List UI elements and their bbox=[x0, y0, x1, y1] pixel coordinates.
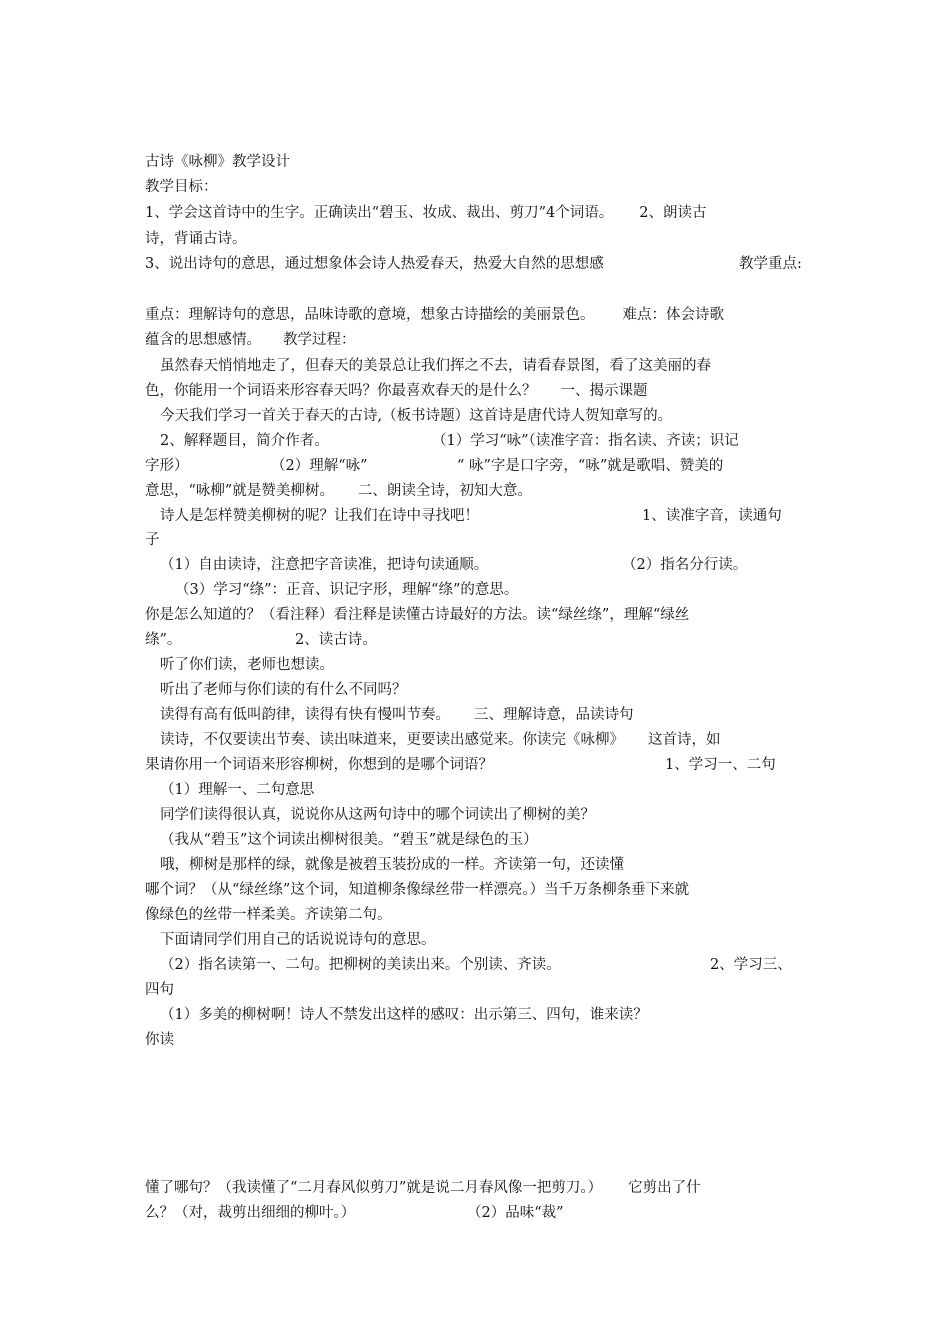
text-line bbox=[145, 481, 810, 501]
text-segment: 懂了哪句？（我读懂了“二月春风似剪刀”就是说二月春风像一把剪刀。） bbox=[145, 1180, 603, 1196]
text-line: 下面请同学们用自己的话说说诗句的意思。 bbox=[160, 932, 436, 948]
text-line bbox=[145, 1178, 810, 1198]
text-line bbox=[160, 555, 825, 575]
text-line: 今天我们学习一首关于春天的古诗,（板书诗题）这首诗是唐代诗人贺知章写的。 bbox=[160, 408, 673, 424]
text-segment: 1、学习一、二句 bbox=[665, 757, 776, 773]
text-segment: （1）自由读诗，注意把字音读准，把诗句读通顺。 bbox=[160, 557, 489, 573]
text-line: 子 bbox=[145, 532, 160, 548]
text-segment: 么？（对，裁剪出细细的柳叶。） bbox=[145, 1205, 356, 1221]
text-line: 四句 bbox=[145, 982, 174, 998]
text-segment: 读得有高有低叫韵律，读得有快有慢叫节奏。 bbox=[160, 707, 450, 723]
text-segment: 一、揭示课题 bbox=[560, 383, 648, 399]
text-segment: 它剪出了什 bbox=[628, 1180, 701, 1196]
text-line: （1）多美的柳树啊！诗人不禁发出这样的感叹：出示第三、四句，谁来读？ bbox=[160, 1007, 648, 1023]
text-segment: 2、学习三、 bbox=[710, 957, 792, 973]
text-segment: 果请你用一个词语来形容柳树，你想到的是哪个词语？ bbox=[145, 757, 493, 773]
text-line: 听出了老师与你们读的有什么不同吗？ bbox=[160, 682, 407, 698]
text-segment: 难点：体会诗歌 bbox=[622, 307, 724, 323]
text-line: 你读 bbox=[145, 1032, 174, 1048]
text-segment: （2）指名读第一、二句。把柳树的美读出来。个别读、齐读。 bbox=[160, 957, 561, 973]
text-line: 教学目标： bbox=[145, 179, 218, 195]
text-line bbox=[145, 330, 810, 350]
text-segment: 重点：理解诗句的意思，品味诗歌的意境，想象古诗描绘的美丽景色。 bbox=[145, 307, 595, 323]
text-segment: 色，你能用一个词语来形容春天吗？你最喜欢春天的是什么？ bbox=[145, 383, 537, 399]
text-line bbox=[160, 730, 825, 750]
text-line bbox=[145, 630, 810, 650]
text-segment: 字形） bbox=[145, 458, 189, 474]
text-line bbox=[145, 203, 810, 223]
text-line: （3）学习“绦”：正音、识记字形，理解“绦”的意思。 bbox=[175, 582, 519, 598]
document-title: 古诗《咏柳》教学设计 bbox=[145, 154, 290, 170]
text-line bbox=[160, 955, 825, 975]
text-segment: 教学重点: bbox=[739, 256, 802, 272]
text-line bbox=[160, 705, 825, 725]
text-segment: 读诗，不仅要读出节奏、读出味道来，更要读出感觉来。你读完《咏柳》 bbox=[160, 732, 624, 748]
text-segment: 这首诗，如 bbox=[648, 732, 721, 748]
text-segment: 2、朗读古 bbox=[639, 205, 707, 221]
text-segment: “ 咏”字是口字旁，“咏”就是歌唱、赞美的 bbox=[457, 458, 724, 474]
text-line: 哪个词？（从“绿丝绦”这个词，知道柳条像绿丝带一样漂亮。）当千万条柳条垂下来就 bbox=[145, 882, 690, 898]
text-segment: （2）理解“咏” bbox=[271, 458, 368, 474]
text-segment: 蕴含的思想感情。 bbox=[145, 332, 261, 348]
text-line bbox=[160, 431, 825, 451]
text-line bbox=[145, 254, 810, 274]
text-segment: （2）指名分行读。 bbox=[622, 557, 748, 573]
text-segment: 教学过程： bbox=[283, 332, 356, 348]
text-line: （1）理解一、二句意思 bbox=[160, 782, 315, 798]
text-line bbox=[145, 1203, 810, 1223]
text-segment: 意思，“咏柳”就是赞美柳树。 bbox=[145, 483, 334, 499]
text-line bbox=[145, 456, 810, 476]
text-line: 虽然春天悄悄地走了，但春天的美景总让我们挥之不去，请看春景图，看了这美丽的春 bbox=[160, 358, 711, 374]
text-segment: 诗人是怎样赞美柳树的呢？让我们在诗中寻找吧！ bbox=[160, 508, 479, 524]
text-line bbox=[145, 755, 810, 775]
text-segment: （1）学习“咏”（读准字音：指名读、齐读；识记 bbox=[432, 433, 739, 449]
text-line bbox=[145, 305, 810, 325]
text-segment: 1、读准字音，读通句 bbox=[642, 508, 782, 524]
text-segment: 3、说出诗句的意思，通过想象体会诗人热爱春天，热爱大自然的思想感 bbox=[145, 256, 604, 272]
text-line: 你是怎么知道的？（看注释）看注释是读懂古诗最好的方法。读“绿丝绦”，理解“绿丝 bbox=[145, 607, 690, 623]
text-line: （我从“碧玉”这个词读出柳树很美。“碧玉”就是绿色的玉） bbox=[160, 832, 538, 848]
text-line bbox=[145, 381, 810, 401]
text-line bbox=[160, 506, 825, 526]
text-segment: （2）品味“裁” bbox=[467, 1205, 564, 1221]
text-line: 哦，柳树是那样的绿，就像是被碧玉装扮成的一样。齐读第一句，还读懂 bbox=[160, 857, 624, 873]
text-line: 听了你们读，老师也想读。 bbox=[160, 657, 334, 673]
text-line: 同学们读得很认真，说说你从这两句诗中的哪个词读出了柳树的美？ bbox=[160, 807, 595, 823]
text-segment: 2、读古诗。 bbox=[295, 632, 377, 648]
text-segment: 2、解释题目，简介作者。 bbox=[160, 433, 329, 449]
text-segment: 1、学会这首诗中的生字。正确读出“碧玉、妆成、裁出、剪刀”4个词语。 bbox=[145, 205, 614, 221]
text-segment: 三、理解诗意，品读诗句 bbox=[474, 707, 634, 723]
text-line: 像绿色的丝带一样柔美。齐读第二句。 bbox=[145, 907, 392, 923]
text-segment: 二、朗读全诗，初知大意。 bbox=[357, 483, 532, 499]
text-line: 诗，背诵古诗。 bbox=[145, 231, 247, 247]
text-segment: 绦”。 bbox=[145, 632, 182, 648]
